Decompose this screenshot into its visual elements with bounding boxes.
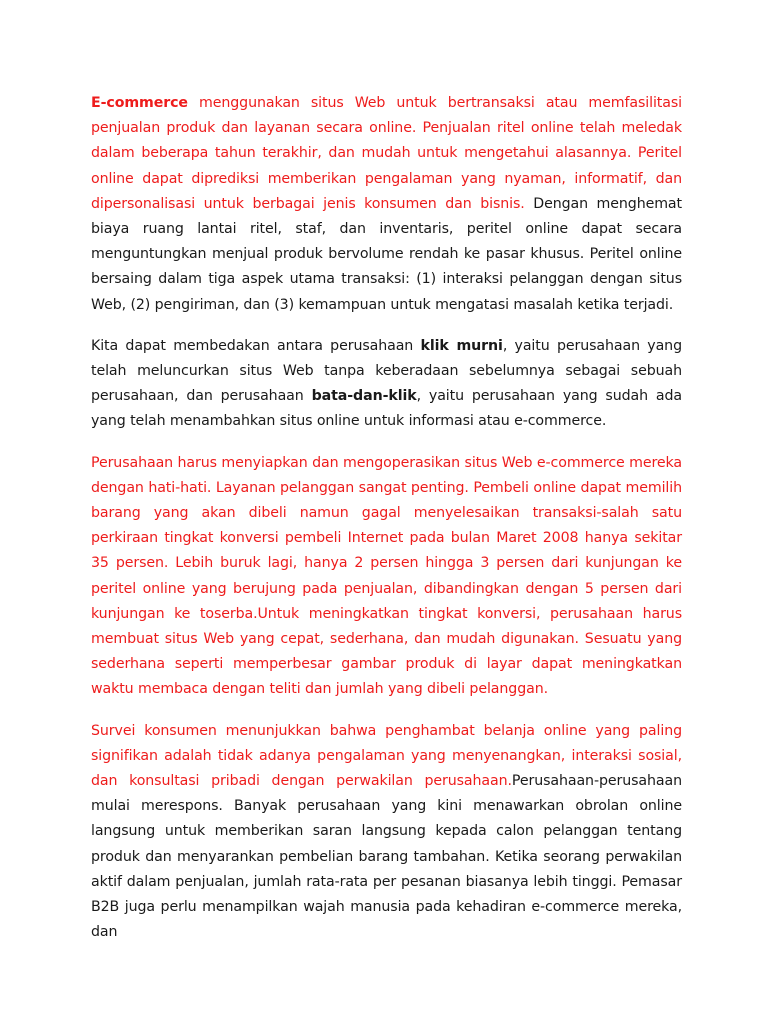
paragraph-4-red-text: Survei konsumen menunjukkan bahwa penghambat belanja online yang paling signifikan adalah tidak adanya pengalaman yang menyenangkan, interaksi sosial, dan konsultasi pribadi dengan perwakilan perusahaan. xyxy=(91,722,682,790)
paragraph-consumer-survey xyxy=(91,719,682,946)
term-klik-murni: klik murni xyxy=(420,337,503,354)
term-e-commerce: E-commerce xyxy=(91,95,188,111)
paragraph-website-setup xyxy=(91,451,682,703)
paragraph-3-red-text: Perusahaan harus menyiapkan dan mengoperasikan situs Web e-commerce mereka dengan hati-hati. Layanan pelanggan sangat penting. Pembeli online dapat memilih barang yang akan dibeli namun gagal menyelesaikan transaksi-salah satu perkiraan tingkat konversi pembeli Internet pada bulan Maret 2008 hanya sekitar 35 persen. Lebih buruk lagi, hanya 2 persen hingga 3 persen dari kunjungan ke peritel online yang berujung pada penjualan, dibandingkan dengan 5 persen dari kunjungan ke toserba.Untuk meningkatkan tingkat konversi, perusahaan harus membuat situs Web yang cepat, sederhana, dan mudah digunakan. Sesuatu yang sederhana seperti memperbesar gambar produk di layar dapat meningkatkan waktu membaca dengan teliti dan jumlah yang dibeli pelanggan. xyxy=(91,454,682,698)
paragraph-1-black-text: Dengan menghemat biaya ruang lantai ritel, staf, dan inventaris, peritel online dapat secara menguntungkan menjual produk bervolume rendah ke pasar khusus. Peritel online bersaing dalam tiga aspek utama transaksi: (1) interaksi pelanggan dengan situs Web, (2) pengiriman, dan (3) kemampuan untuk mengatasi masalah ketika terjadi. xyxy=(91,195,682,313)
paragraph-click-types xyxy=(91,334,682,435)
term-bata-dan-klik: bata-dan-klik xyxy=(311,388,417,405)
paragraph-ecommerce-intro xyxy=(91,91,682,318)
paragraph-1-red-text: menggunakan situs Web untuk bertransaksi atau memfasilitasi penjualan produk dan layanan secara online. Penjualan ritel online telah meledak dalam beberapa tahun terakhir, dan mudah untuk mengetahui alasannya. Peritel online dapat diprediksi memberikan pengalaman yang nyaman, informatif, dan dipersonalisasi untuk berbagai jenis konsumen dan bisnis. xyxy=(91,95,682,212)
paragraph-2-text-1: Kita dapat membedakan antara perusahaan xyxy=(91,337,421,354)
paragraph-2-text-3: , yaitu perusahaan yang sudah ada yang telah menambahkan situs online untuk informasi atau e-commerce. xyxy=(91,388,682,430)
paragraph-2-text-2: , yaitu perusahaan yang telah meluncurkan situs Web tanpa keberadaan sebelumnya sebagai sebuah perusahaan, dan perusahaan xyxy=(91,337,682,405)
paragraph-4-black-text: Perusahaan-perusahaan mulai merespons. Banyak perusahaan yang kini menawarkan obrolan online langsung untuk memberikan saran langsung kepada calon pelanggan tentang produk dan menyarankan pembelian barang tambahan. Ketika seorang perwakilan aktif dalam penjualan, jumlah rata-rata per pesanan biasanya lebih tinggi. Pemasar B2B juga perlu menampilkan wajah manusia pada kehadiran e-commerce mereka, dan xyxy=(91,773,682,941)
